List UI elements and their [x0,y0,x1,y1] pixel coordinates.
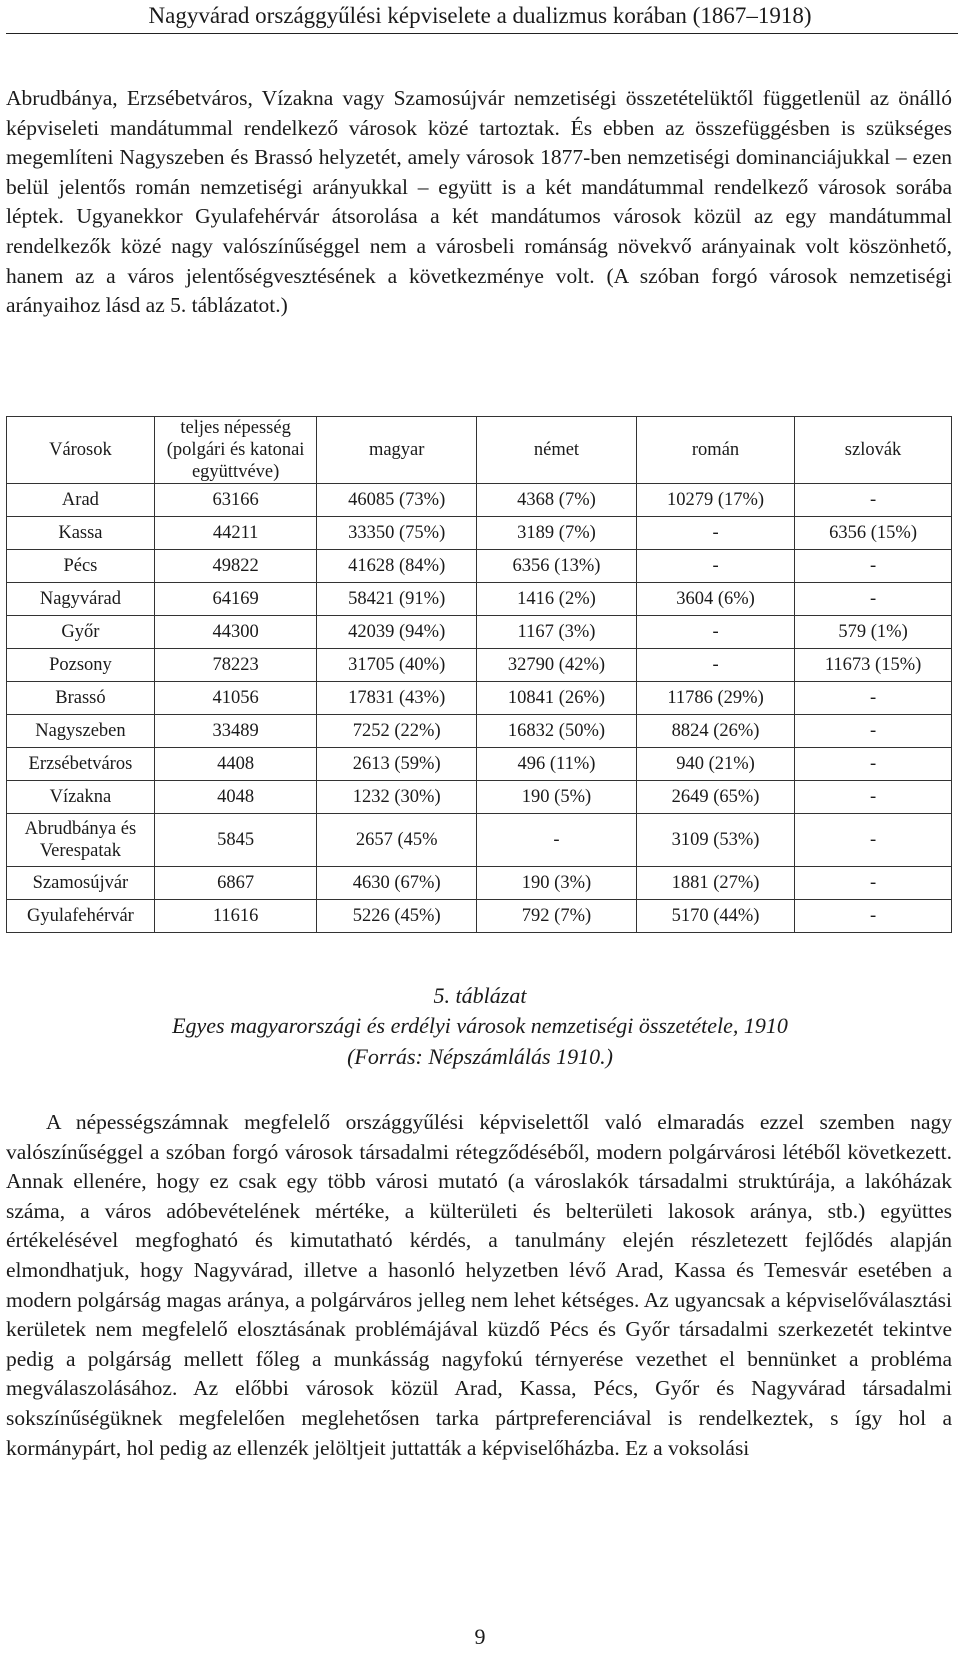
table-cell: - [795,814,952,867]
table-cell: 10279 (17%) [636,484,794,517]
table-cell: Győr [7,616,155,649]
table-cell: 44211 [154,517,317,550]
table-cell: - [795,900,952,933]
table-cell: Nagyvárad [7,583,155,616]
table-cell: - [477,814,637,867]
table-row [7,781,952,814]
table-cell: Vízakna [7,781,155,814]
table-cell: 2657 (45% [317,814,477,867]
table-cell: Nagyszeben [7,715,155,748]
table-cell: - [795,781,952,814]
table-cell: 496 (11%) [477,748,637,781]
table-cell: 44300 [154,616,317,649]
table-cell: 4368 (7%) [477,484,637,517]
table-cell: 16832 (50%) [477,715,637,748]
table-header-cell: szlovák [795,417,952,484]
table-row [7,715,952,748]
table-header-cell: Városok [7,417,155,484]
table-cell: 6356 (13%) [477,550,637,583]
table-cell: 11786 (29%) [636,682,794,715]
running-header [0,0,960,62]
table-cell: - [636,649,794,682]
table-row [7,867,952,900]
table-cell: 31705 (40%) [317,649,477,682]
table-row [7,484,952,517]
table-cell: 58421 (91%) [317,583,477,616]
table-cell: - [795,867,952,900]
table-cell: 2613 (59%) [317,748,477,781]
table-caption-title: Egyes magyarországi és erdélyi városok nemzetiségi összetétele, 1910 [172,1013,788,1038]
table-cell: Gyulafehérvár [7,900,155,933]
table-caption-number: 5. táblázat [433,983,527,1008]
table-cell: 64169 [154,583,317,616]
table-cell: 3604 (6%) [636,583,794,616]
table-cell: 49822 [154,550,317,583]
table-cell: - [795,748,952,781]
table-cell: Erzsébetváros [7,748,155,781]
table-cell: Arad [7,484,155,517]
table-cell: 41056 [154,682,317,715]
table-header-cell: román [636,417,794,484]
table-cell: 4630 (67%) [317,867,477,900]
table-cell: 33489 [154,715,317,748]
table-cell: 8824 (26%) [636,715,794,748]
table-cell: 3109 (53%) [636,814,794,867]
table-cell: Abrudbánya és Verespatak [7,814,155,867]
table-cell: 41628 (84%) [317,550,477,583]
table-row [7,616,952,649]
table-cell: Pozsony [7,649,155,682]
table-row [7,682,952,715]
table-cell: Kassa [7,517,155,550]
table-caption-source: (Forrás: Népszámlálás 1910.) [347,1044,613,1069]
table-cell: 5170 (44%) [636,900,794,933]
table-cell: 579 (1%) [795,616,952,649]
table-cell: 4048 [154,781,317,814]
table-cell: 190 (5%) [477,781,637,814]
table-row [7,814,952,867]
table-cell: 78223 [154,649,317,682]
table-cell: 46085 (73%) [317,484,477,517]
table-cell: 1167 (3%) [477,616,637,649]
table-cell: - [795,682,952,715]
table-cell: 11673 (15%) [795,649,952,682]
header-divider [6,33,958,34]
table-cell: 17831 (43%) [317,682,477,715]
table-cell: 1232 (30%) [317,781,477,814]
table-row [7,900,952,933]
table-cell: 940 (21%) [636,748,794,781]
table-cell: 6356 (15%) [795,517,952,550]
table-cell: 4408 [154,748,317,781]
nationality-table [6,416,952,933]
table-header-cell: magyar [317,417,477,484]
table-cell: 11616 [154,900,317,933]
table-cell: Szamosújvár [7,867,155,900]
table-cell: 10841 (26%) [477,682,637,715]
table-cell: - [636,550,794,583]
table-cell: 63166 [154,484,317,517]
table-cell: 2649 (65%) [636,781,794,814]
table-cell: 33350 (75%) [317,517,477,550]
table-header-cell: német [477,417,637,484]
table-cell: 7252 (22%) [317,715,477,748]
table-row [7,517,952,550]
table-cell: 5845 [154,814,317,867]
table-row [7,583,952,616]
body-paragraph-2: A népességszámnak megfelelő országgyűlési képviselettől való elmaradás ezzel szemben nagy valószínűséggel a szóban forgó városok társadalmi rétegződéséből, modern polgárvárosi létéből következett. Annak ellenére, hogy ez csak egy több városi mutató (a városlakók társadalmi struktúrája, a lakóházak száma, a város adóbevételének mértéke, a külterületi és belterületi lakosok aránya, stb.) együttes értékelésével megfogható és kimutatható kérdés, a tanulmány elején részletezett fejlődés alapján elmondhatjuk, hogy Nagyvárad, illetve a hasonló helyzetben lévő Arad, Kassa és Temesvár esetében a modern polgárság magas aránya, a polgárváros jelleg nem lehet kétséges. Az ugyancsak a képviselőválasztási kerületek nem megfelelő elosztásának problémájával küzdő Pécs és Győr társadalmi szerkezetét tekintve pedig a polgárság mellett főleg a munkásság nagyfokú térnyerése vezethet el bennünket a probléma megválaszolásához. Az előbbi városok közül Arad, Kassa, Pécs, Győr és Nagyvárad társadalmi sokszínűségüknek megfelelően meglehetősen tarka pártpreferenciával is rendelkeztek, s így hol a kormánypárt, hol pedig az ellenzék jelöltjeit juttatták a képviselőházba. Ez a voksolási [6,1110,952,1460]
table-cell: 1416 (2%) [477,583,637,616]
table-cell: - [795,550,952,583]
table-cell: - [636,517,794,550]
table-row [7,550,952,583]
table-cell: - [795,484,952,517]
table-cell: - [795,583,952,616]
table-body [7,484,952,933]
header-title: Nagyvárad országgyűlési képviselete a dualizmus korában (1867–1918) [148,3,812,28]
table-cell: 190 (3%) [477,867,637,900]
table-cell: 42039 (94%) [317,616,477,649]
table-row [7,748,952,781]
table-cell: 6867 [154,867,317,900]
table-cell: 792 (7%) [477,900,637,933]
table-cell: Pécs [7,550,155,583]
table-cell: 3189 (7%) [477,517,637,550]
table-row [7,649,952,682]
table-header-row [7,417,952,484]
table-cell: - [636,616,794,649]
table-cell: 32790 (42%) [477,649,637,682]
table-header-cell: teljes népesség (polgári és katonai együttvéve) [154,417,317,484]
body-paragraph-1: Abrudbánya, Erzsébetváros, Vízakna vagy Szamosújvár nemzetiségi összetételüktől függetlenül az önálló képviseleti mandátummal rendelkező városok közé tartoztak. És ebben az összefüggésben is szükséges megemlíteni Nagyszeben és Brassó helyzetét, amely városok 1877-ben nemzetiségi dominanciájukkal – ezen belül jelentős román nemzetiségi arányukkal – együtt is a két mandátummal rendelkező városok sorába léptek. Ugyanekkor Gyulafehérvár átsorolása a két mandátumos városok közül az egy mandátummal rendelkezők közé nagy valószínűséggel nem a városbeli románság növekvő arányainak volt köszönhető, hanem az a város jelentőségvesztésének a következménye volt. (A szóban forgó városok nemzetiségi arányaihoz lásd az 5. táblázatot.) [6,86,952,318]
page-number: 9 [474,1624,486,1649]
table-cell: 5226 (45%) [317,900,477,933]
table-cell: Brassó [7,682,155,715]
table-cell: - [795,715,952,748]
table-cell: 1881 (27%) [636,867,794,900]
